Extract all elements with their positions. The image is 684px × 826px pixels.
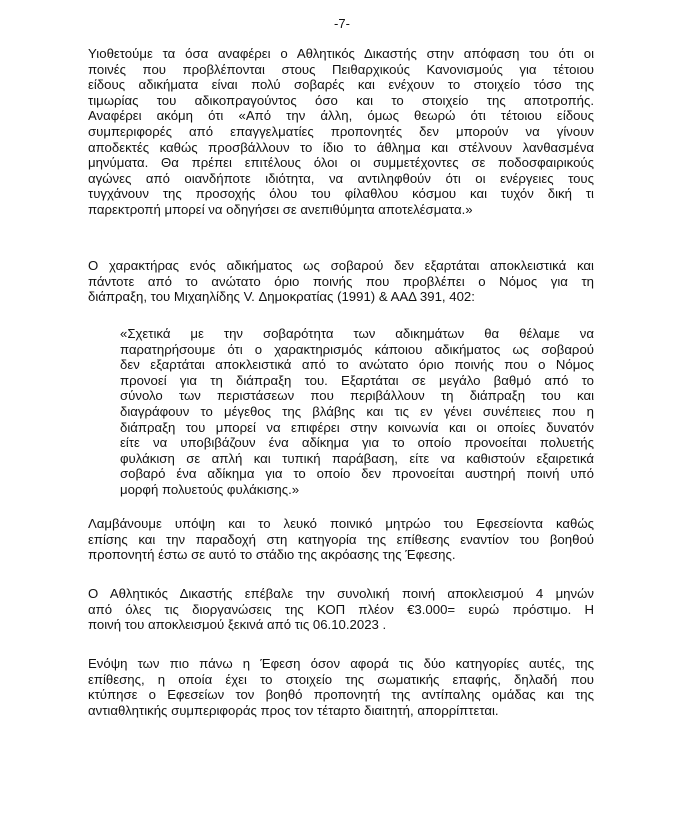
text-line: προπονητή έστω σε αυτό το στάδιο της ακρόασης της Έφεσης. — [88, 547, 456, 563]
text-line: πάντοτε από το ανώτατο όριο ποινής που προβλέπει ο Νόμος για τη — [88, 273, 594, 289]
text-line: τιμωρίας του αδικοπραγούντος όσο και το στοιχείο της αποτροπής. — [88, 92, 594, 108]
text-line: από όλες τις διοργανώσεις της ΚΟΠ πλέον €3.000= ευρώ πρόστιμο. Η — [88, 601, 594, 617]
text-line: διάπραξη του μπορεί να επιφέρει στην κοινωνία και οι οποίες δυνατόν — [120, 419, 594, 435]
text-line: ποινή του αποκλεισμού ξεκινά από τις 06.10.2023 . — [88, 617, 387, 633]
quoted-case-law — [120, 326, 594, 498]
text-line: Αναφέρει ακόμη ότι «Από την άλλη, όμως θεωρώ ότι τέτοιου είδους — [88, 108, 594, 124]
text-line: Λαμβάνουμε υπόψη και το λευκό ποινικό μητρώο του Εφεσείοντα καθώς — [88, 516, 594, 531]
text-line: δεν εξαρτάται αποκλειστικά από το ανώτατο όριο ποινής που ο Νόμος — [120, 357, 594, 373]
paragraph-clean-record — [88, 516, 594, 563]
text-line: αντιαθλητικής συμπεριφοράς προς τον τέταρτο διαιτητή, απορρίπτεται. — [88, 702, 499, 718]
text-line: Ο χαρακτήρας ενός αδικήματος ως σοβαρού δεν εξαρτάται αποκλειστικά και — [88, 258, 594, 273]
paragraph-seriousness-criterion — [88, 258, 594, 305]
text-line: διαγράφουν το μέγεθος της βλάβης και τις εν γένει συνέπειες που η — [120, 403, 594, 419]
text-line: ποινές που προβλέπονται στους Πειθαρχικούς Κανονισμούς για τέτοιου — [88, 61, 594, 77]
text-line: προνοεί για τη διάπραξη του. Εξαρτάται σε μεγάλο βαθμό από το — [120, 372, 594, 388]
text-line: σύνολο των περιστάσεων που περιβάλλουν τη διάπραξη του και — [120, 388, 594, 404]
text-line: κτύπησε ο Εφεσείων τον βοηθό προπονητή της αντίπαλης ομάδας και της — [88, 687, 594, 703]
text-line: συμπεριφορές από επαγγελματίες προπονητές δεν μπορούν να γίνουν — [88, 123, 594, 139]
text-line: Υιοθετούμε τα όσα αναφέρει ο Αθλητικός Δικαστής στην απόφαση του ότι οι — [88, 46, 594, 61]
text-line: Ενόψη των πιο πάνω η Έφεση όσον αφορά τις δύο κατηγορίες αυτές, της — [88, 656, 594, 671]
text-line: είτε να υποβιβάζουν ένα αδίκημα για το οποίο προνοείται πολυετής — [120, 435, 594, 451]
text-line: αποδεκτές καθώς προσβάλλουν το ίδιο το άθλημα και στέλνουν λανθασμένα — [88, 139, 594, 155]
text-line: επίσης και την παραδοχή στη κατηγορία της επίθεσης εναντίον του βοηθού — [88, 531, 594, 547]
text-line: «Σχετικά με την σοβαρότητα των αδικημάτων θα θέλαμε να — [120, 326, 594, 341]
text-line: διάπραξη, του Μιχαηλίδης V. Δημοκρατίας (1991) & ΑΑΔ 391, 402: — [88, 289, 475, 305]
text-line: αγώνες από οιανδήποτε ιδιότητα, να αντιληφθούν ότι οι ενέργειες τους — [88, 170, 594, 186]
paragraph-judge-reasoning — [88, 46, 594, 218]
paragraph-conclusion — [88, 656, 594, 718]
text-line: φυλάκιση σε απλή και τυπική παράβαση, είτε να καθιστούν εξαιρετικά — [120, 450, 594, 466]
text-line: είδους αδικήματα είναι πολύ σοβαρές και ενέχουν το στοιχείο τόσο της — [88, 77, 594, 93]
page-number: -7- — [334, 16, 350, 31]
text-line: σοβαρό ένα αδίκημα για το οποίο δεν προνοείται αυστηρή ποινή υπό — [120, 466, 594, 482]
text-line: τυγχάνουν της προσοχής όλου του φίλαθλου κόσμου και τυχόν δική τι — [88, 186, 594, 202]
text-line: παρεκτροπή μπορεί να οδηγήσει σε ανεπιθύμητα αποτελέσματα.» — [88, 201, 473, 217]
text-line: επίθεσης, η οποία έχει το στοιχείο της σωματικής επαφής, δηλαδή που — [88, 671, 594, 687]
text-line: μηνύματα. Θα πρέπει επιτέλους όλοι οι συμμετέχοντες σε ποδοσφαιρικούς — [88, 155, 594, 171]
text-line: Ο Αθλητικός Δικαστής επέβαλε την συνολική ποινή αποκλεισμού 4 μηνών — [88, 586, 594, 601]
text-line: παρατηρήσουμε ότι ο χαρακτηρισμός κάποιου αδικήματος ως σοβαρού — [120, 341, 594, 357]
paragraph-sanction — [88, 586, 594, 633]
text-line: μορφή πολυετούς φυλάκισης.» — [120, 481, 300, 497]
